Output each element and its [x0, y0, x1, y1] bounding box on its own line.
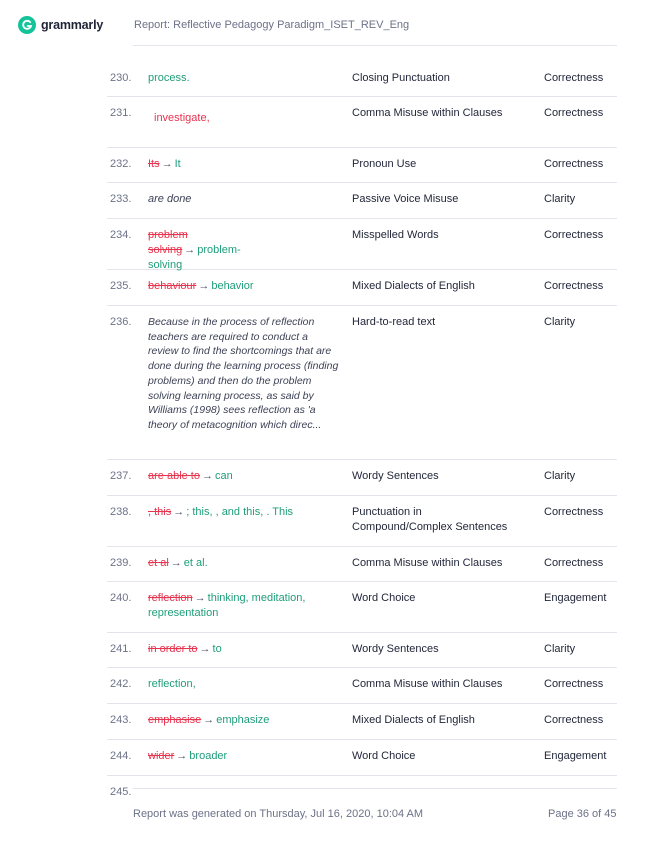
arrow-right-icon: →	[199, 643, 211, 655]
arrow-right-icon: →	[170, 557, 182, 569]
suggestion-text: investigate,	[154, 112, 210, 124]
row-number: 243.	[110, 714, 132, 726]
row-number: 231.	[110, 107, 132, 119]
suggestion-text	[148, 713, 343, 728]
issue-type: Clarity	[544, 643, 576, 655]
issue-category: Punctuation in Compound/Complex Sentences	[352, 506, 508, 533]
header-divider	[133, 45, 617, 46]
inserted-text: emphasize	[216, 714, 270, 726]
issue-category: Misspelled Words	[352, 229, 439, 241]
issue-type: Correctness	[544, 229, 604, 241]
issue-type: Correctness	[544, 107, 604, 119]
suggestion-text	[148, 279, 343, 294]
deleted-text: wider	[148, 750, 175, 762]
table-row	[107, 183, 617, 219]
inserted-text: to	[212, 643, 222, 655]
brand-name: grammarly	[41, 18, 104, 32]
suggestion-text	[148, 505, 343, 520]
arrow-right-icon: →	[203, 714, 215, 726]
issue-category: Mixed Dialects of English	[352, 714, 475, 726]
suggestion-text	[148, 228, 268, 273]
issue-type: Correctness	[544, 714, 604, 726]
issue-category: Word Choice	[352, 592, 416, 604]
row-number: 233.	[110, 193, 132, 205]
row-number: 242.	[110, 678, 132, 690]
issue-type: Clarity	[544, 316, 576, 328]
table-row	[107, 633, 617, 668]
issue-type: Correctness	[544, 557, 604, 569]
suggestions-table	[107, 62, 617, 802]
table-row	[107, 547, 617, 582]
suggestion-text: process.	[148, 72, 190, 84]
issue-category: Closing Punctuation	[352, 72, 450, 84]
issue-type: Engagement	[544, 592, 607, 604]
table-row	[107, 740, 617, 776]
inserted-text: can	[214, 470, 233, 482]
issue-type: Correctness	[544, 158, 604, 170]
suggestion-text	[148, 469, 343, 484]
table-row	[107, 460, 617, 496]
deleted-text: in order to	[148, 643, 198, 655]
grammarly-g-icon	[18, 16, 36, 34]
suggestion-text	[148, 642, 343, 657]
table-row	[107, 62, 617, 97]
row-number: 241.	[110, 643, 132, 655]
issue-category: Mixed Dialects of English	[352, 280, 475, 292]
issue-type: Correctness	[544, 506, 604, 518]
row-number: 238.	[110, 506, 132, 518]
row-number: 244.	[110, 750, 132, 762]
deleted-text: Its	[148, 158, 160, 170]
table-row	[107, 148, 617, 183]
table-row	[107, 496, 617, 547]
issue-type: Engagement	[544, 750, 607, 762]
report-generated-text: Report was generated on Thursday, Jul 16, 2020, 10:04 AM	[133, 808, 424, 820]
report-header	[18, 14, 618, 44]
issue-category: Word Choice	[352, 750, 416, 762]
row-number: 234.	[110, 229, 132, 241]
inserted-text: thinking, meditation, representation	[148, 592, 306, 619]
issue-category: Wordy Sentences	[352, 470, 439, 482]
row-number: 235.	[110, 280, 132, 292]
deleted-text: problem solving	[148, 229, 188, 256]
deleted-text: are able to	[148, 470, 200, 482]
issue-category: Comma Misuse within Clauses	[352, 557, 503, 569]
deleted-text: et al	[148, 557, 169, 569]
suggestion-text	[148, 556, 343, 571]
row-number: 245.	[110, 786, 132, 798]
row-number: 230.	[110, 72, 132, 84]
arrow-right-icon: →	[201, 470, 213, 482]
suggestion-text	[148, 749, 343, 764]
suggestion-text: reflection,	[148, 678, 196, 690]
table-row	[107, 97, 617, 148]
issue-type: Correctness	[544, 678, 604, 690]
page-number: Page 36 of 45	[548, 808, 617, 820]
table-row	[107, 270, 617, 306]
table-row	[107, 776, 617, 802]
arrow-right-icon: →	[184, 244, 196, 256]
issue-category: Wordy Sentences	[352, 643, 439, 655]
issue-type: Clarity	[544, 193, 576, 205]
deleted-text: reflection	[148, 592, 193, 604]
inserted-text: ; this, , and this, . This	[186, 506, 294, 518]
deleted-text: , this	[148, 506, 172, 518]
table-row	[107, 306, 617, 460]
inserted-text: problem-solving	[148, 244, 241, 271]
row-number: 232.	[110, 158, 132, 170]
row-number: 239.	[110, 557, 132, 569]
deleted-text: emphasise	[148, 714, 202, 726]
suggestion-text: Because in the process of reflection teachers are required to conduct a review to find the shortcomings that are done during the learning process (finding problems) and then do the problem solving learning process, as said by Williams (1998) sees reflection as 'a theory of metacognition which direc...	[148, 316, 339, 431]
table-row	[107, 582, 617, 633]
inserted-text: et al.	[183, 557, 208, 569]
inserted-text: It	[174, 158, 181, 170]
table-row	[107, 668, 617, 704]
grammarly-logo	[18, 16, 103, 34]
suggestion-text: are done	[148, 193, 192, 205]
issue-category: Comma Misuse within Clauses	[352, 678, 503, 690]
row-number: 240.	[110, 592, 132, 604]
table-row	[107, 219, 617, 270]
arrow-right-icon: →	[176, 750, 188, 762]
issue-type: Correctness	[544, 280, 604, 292]
row-number: 236.	[110, 316, 132, 328]
arrow-right-icon: →	[161, 158, 173, 170]
issue-type: Clarity	[544, 470, 576, 482]
suggestion-text	[148, 591, 333, 621]
issue-category: Hard-to-read text	[352, 316, 436, 328]
arrow-right-icon: →	[198, 280, 210, 292]
issue-type: Correctness	[544, 72, 604, 84]
table-row	[107, 704, 617, 740]
suggestion-text	[148, 157, 343, 172]
issue-category: Passive Voice Misuse	[352, 193, 459, 205]
footer-divider	[133, 788, 617, 789]
deleted-text: behaviour	[148, 280, 197, 292]
arrow-right-icon: →	[173, 506, 185, 518]
inserted-text: broader	[189, 750, 228, 762]
arrow-right-icon: →	[194, 592, 206, 604]
issue-category: Pronoun Use	[352, 158, 417, 170]
report-title: Report: Reflective Pedagogy Paradigm_ISET_REV_Eng	[134, 19, 410, 31]
row-number: 237.	[110, 470, 132, 482]
issue-category: Comma Misuse within Clauses	[352, 107, 503, 119]
inserted-text: behavior	[211, 280, 254, 292]
